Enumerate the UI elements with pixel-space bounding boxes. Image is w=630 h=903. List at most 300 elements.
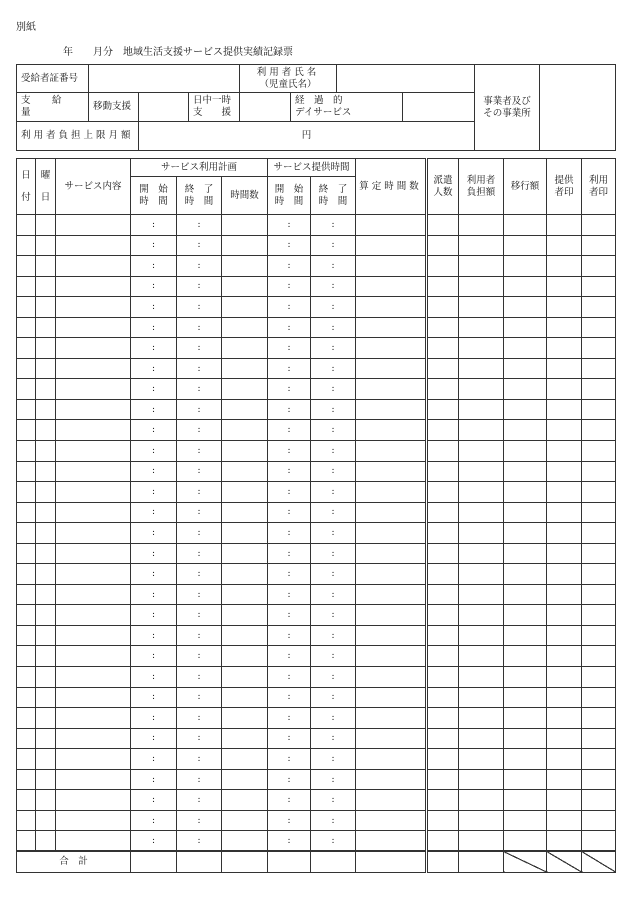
time-cell[interactable]: [131, 584, 177, 605]
table-cell[interactable]: [56, 379, 131, 400]
table-cell[interactable]: [17, 667, 36, 688]
burden-limit-field[interactable]: [139, 122, 475, 151]
table-cell[interactable]: [56, 687, 131, 708]
table-cell[interactable]: [222, 646, 268, 667]
time-cell[interactable]: [131, 482, 177, 503]
table-cell[interactable]: [427, 810, 459, 831]
time-cell[interactable]: [268, 584, 311, 605]
time-cell[interactable]: [268, 605, 311, 626]
table-cell[interactable]: [582, 646, 616, 667]
table-cell[interactable]: [222, 215, 268, 236]
table-cell[interactable]: [427, 297, 459, 318]
table-cell[interactable]: [356, 646, 427, 667]
total-cell[interactable]: [311, 851, 356, 872]
time-cell[interactable]: [311, 482, 356, 503]
table-cell[interactable]: [36, 831, 56, 852]
time-cell[interactable]: [131, 235, 177, 256]
table-cell[interactable]: [547, 749, 582, 770]
time-cell[interactable]: [177, 317, 222, 338]
table-cell[interactable]: [547, 256, 582, 277]
table-cell[interactable]: [56, 338, 131, 359]
table-cell[interactable]: [17, 399, 36, 420]
daytime-support-field[interactable]: [240, 93, 291, 122]
table-cell[interactable]: [504, 728, 547, 749]
time-cell[interactable]: [311, 728, 356, 749]
table-cell[interactable]: [56, 461, 131, 482]
table-cell[interactable]: [547, 584, 582, 605]
table-cell[interactable]: [222, 749, 268, 770]
table-cell[interactable]: [547, 625, 582, 646]
table-cell[interactable]: [56, 708, 131, 729]
table-cell[interactable]: [36, 482, 56, 503]
table-cell[interactable]: [17, 728, 36, 749]
time-cell[interactable]: [177, 379, 222, 400]
table-cell[interactable]: [356, 297, 427, 318]
time-cell[interactable]: [268, 420, 311, 441]
time-cell[interactable]: [131, 667, 177, 688]
table-cell[interactable]: [427, 625, 459, 646]
table-cell[interactable]: [504, 338, 547, 359]
table-cell[interactable]: [56, 625, 131, 646]
time-cell[interactable]: [177, 235, 222, 256]
time-cell[interactable]: [311, 687, 356, 708]
table-cell[interactable]: [36, 256, 56, 277]
table-cell[interactable]: [504, 358, 547, 379]
table-cell[interactable]: [222, 687, 268, 708]
table-cell[interactable]: [582, 358, 616, 379]
time-cell[interactable]: [131, 769, 177, 790]
table-cell[interactable]: [459, 256, 504, 277]
table-cell[interactable]: [356, 708, 427, 729]
table-cell[interactable]: [582, 215, 616, 236]
table-cell[interactable]: [222, 482, 268, 503]
table-cell[interactable]: [36, 420, 56, 441]
time-cell[interactable]: [311, 708, 356, 729]
time-cell[interactable]: [311, 584, 356, 605]
table-cell[interactable]: [56, 749, 131, 770]
table-cell[interactable]: [459, 379, 504, 400]
table-cell[interactable]: [582, 790, 616, 811]
table-cell[interactable]: [427, 256, 459, 277]
time-cell[interactable]: [177, 399, 222, 420]
table-cell[interactable]: [17, 810, 36, 831]
table-cell[interactable]: [356, 584, 427, 605]
time-cell[interactable]: [268, 297, 311, 318]
time-cell[interactable]: [131, 523, 177, 544]
table-cell[interactable]: [222, 667, 268, 688]
table-cell[interactable]: [17, 215, 36, 236]
table-cell[interactable]: [222, 523, 268, 544]
table-cell[interactable]: [547, 441, 582, 462]
time-cell[interactable]: [268, 399, 311, 420]
time-cell[interactable]: [131, 461, 177, 482]
time-cell[interactable]: [131, 256, 177, 277]
table-cell[interactable]: [547, 420, 582, 441]
table-cell[interactable]: [459, 605, 504, 626]
table-cell[interactable]: [459, 441, 504, 462]
table-cell[interactable]: [222, 708, 268, 729]
table-cell[interactable]: [356, 502, 427, 523]
table-cell[interactable]: [17, 543, 36, 564]
time-cell[interactable]: [177, 523, 222, 544]
table-cell[interactable]: [582, 810, 616, 831]
time-cell[interactable]: [131, 297, 177, 318]
table-cell[interactable]: [504, 769, 547, 790]
table-cell[interactable]: [56, 215, 131, 236]
table-cell[interactable]: [427, 790, 459, 811]
table-cell[interactable]: [547, 667, 582, 688]
table-cell[interactable]: [36, 399, 56, 420]
table-cell[interactable]: [17, 646, 36, 667]
time-cell[interactable]: [177, 420, 222, 441]
table-cell[interactable]: [356, 790, 427, 811]
table-cell[interactable]: [36, 605, 56, 626]
table-cell[interactable]: [222, 584, 268, 605]
table-cell[interactable]: [36, 502, 56, 523]
table-cell[interactable]: [222, 810, 268, 831]
table-cell[interactable]: [427, 482, 459, 503]
time-cell[interactable]: [131, 810, 177, 831]
table-cell[interactable]: [547, 810, 582, 831]
table-cell[interactable]: [222, 399, 268, 420]
time-cell[interactable]: [268, 831, 311, 852]
table-cell[interactable]: [459, 667, 504, 688]
table-cell[interactable]: [222, 235, 268, 256]
table-cell[interactable]: [56, 769, 131, 790]
table-cell[interactable]: [427, 584, 459, 605]
table-cell[interactable]: [356, 461, 427, 482]
time-cell[interactable]: [268, 790, 311, 811]
table-cell[interactable]: [36, 625, 56, 646]
table-cell[interactable]: [582, 379, 616, 400]
table-cell[interactable]: [427, 461, 459, 482]
time-cell[interactable]: [268, 523, 311, 544]
time-cell[interactable]: [311, 564, 356, 585]
table-cell[interactable]: [547, 708, 582, 729]
table-cell[interactable]: [504, 523, 547, 544]
time-cell[interactable]: [177, 543, 222, 564]
table-cell[interactable]: [427, 543, 459, 564]
table-cell[interactable]: [459, 276, 504, 297]
table-cell[interactable]: [547, 235, 582, 256]
table-cell[interactable]: [356, 482, 427, 503]
table-cell[interactable]: [56, 256, 131, 277]
table-cell[interactable]: [582, 667, 616, 688]
table-cell[interactable]: [17, 297, 36, 318]
time-cell[interactable]: [131, 790, 177, 811]
table-cell[interactable]: [459, 584, 504, 605]
table-cell[interactable]: [504, 420, 547, 441]
table-cell[interactable]: [222, 790, 268, 811]
time-cell[interactable]: [131, 728, 177, 749]
table-cell[interactable]: [547, 338, 582, 359]
table-cell[interactable]: [459, 728, 504, 749]
table-cell[interactable]: [547, 215, 582, 236]
time-cell[interactable]: [177, 646, 222, 667]
time-cell[interactable]: [268, 215, 311, 236]
table-cell[interactable]: [582, 461, 616, 482]
table-cell[interactable]: [36, 667, 56, 688]
time-cell[interactable]: [311, 235, 356, 256]
table-cell[interactable]: [504, 441, 547, 462]
time-cell[interactable]: [131, 749, 177, 770]
table-cell[interactable]: [547, 543, 582, 564]
table-cell[interactable]: [17, 420, 36, 441]
table-cell[interactable]: [582, 769, 616, 790]
table-cell[interactable]: [459, 399, 504, 420]
table-cell[interactable]: [459, 831, 504, 852]
time-cell[interactable]: [311, 625, 356, 646]
time-cell[interactable]: [311, 523, 356, 544]
table-cell[interactable]: [56, 297, 131, 318]
table-cell[interactable]: [17, 769, 36, 790]
table-cell[interactable]: [222, 543, 268, 564]
table-cell[interactable]: [36, 564, 56, 585]
total-cell[interactable]: [459, 851, 504, 872]
total-cell[interactable]: [131, 851, 177, 872]
table-cell[interactable]: [17, 625, 36, 646]
time-cell[interactable]: [177, 625, 222, 646]
table-cell[interactable]: [547, 399, 582, 420]
table-cell[interactable]: [427, 831, 459, 852]
table-cell[interactable]: [459, 708, 504, 729]
table-cell[interactable]: [56, 523, 131, 544]
table-cell[interactable]: [582, 256, 616, 277]
time-cell[interactable]: [268, 810, 311, 831]
table-cell[interactable]: [56, 502, 131, 523]
table-cell[interactable]: [56, 728, 131, 749]
table-cell[interactable]: [427, 399, 459, 420]
time-cell[interactable]: [311, 215, 356, 236]
table-cell[interactable]: [36, 728, 56, 749]
table-cell[interactable]: [356, 215, 427, 236]
table-cell[interactable]: [459, 317, 504, 338]
time-cell[interactable]: [177, 769, 222, 790]
table-cell[interactable]: [547, 687, 582, 708]
time-cell[interactable]: [311, 769, 356, 790]
table-cell[interactable]: [459, 769, 504, 790]
time-cell[interactable]: [131, 646, 177, 667]
table-cell[interactable]: [56, 420, 131, 441]
time-cell[interactable]: [311, 646, 356, 667]
table-cell[interactable]: [222, 605, 268, 626]
table-cell[interactable]: [356, 276, 427, 297]
time-cell[interactable]: [177, 667, 222, 688]
time-cell[interactable]: [177, 461, 222, 482]
table-cell[interactable]: [222, 256, 268, 277]
table-cell[interactable]: [504, 399, 547, 420]
table-cell[interactable]: [36, 523, 56, 544]
table-cell[interactable]: [582, 564, 616, 585]
table-cell[interactable]: [504, 605, 547, 626]
table-cell[interactable]: [582, 502, 616, 523]
table-cell[interactable]: [547, 297, 582, 318]
table-cell[interactable]: [582, 235, 616, 256]
time-cell[interactable]: [177, 584, 222, 605]
table-cell[interactable]: [17, 687, 36, 708]
time-cell[interactable]: [268, 441, 311, 462]
time-cell[interactable]: [311, 790, 356, 811]
table-cell[interactable]: [356, 338, 427, 359]
table-cell[interactable]: [356, 543, 427, 564]
time-cell[interactable]: [268, 543, 311, 564]
time-cell[interactable]: [268, 317, 311, 338]
table-cell[interactable]: [17, 338, 36, 359]
time-cell[interactable]: [268, 564, 311, 585]
table-cell[interactable]: [459, 625, 504, 646]
table-cell[interactable]: [427, 502, 459, 523]
table-cell[interactable]: [459, 523, 504, 544]
table-cell[interactable]: [56, 399, 131, 420]
table-cell[interactable]: [547, 728, 582, 749]
table-cell[interactable]: [459, 482, 504, 503]
recipient-number-field[interactable]: [89, 65, 240, 93]
table-cell[interactable]: [356, 831, 427, 852]
time-cell[interactable]: [131, 276, 177, 297]
table-cell[interactable]: [504, 708, 547, 729]
table-cell[interactable]: [17, 584, 36, 605]
time-cell[interactable]: [177, 708, 222, 729]
time-cell[interactable]: [268, 276, 311, 297]
table-cell[interactable]: [547, 379, 582, 400]
table-cell[interactable]: [427, 215, 459, 236]
table-cell[interactable]: [36, 769, 56, 790]
table-cell[interactable]: [459, 358, 504, 379]
table-cell[interactable]: [547, 276, 582, 297]
table-cell[interactable]: [582, 297, 616, 318]
table-cell[interactable]: [36, 810, 56, 831]
time-cell[interactable]: [311, 399, 356, 420]
time-cell[interactable]: [131, 625, 177, 646]
table-cell[interactable]: [17, 379, 36, 400]
time-cell[interactable]: [268, 235, 311, 256]
table-cell[interactable]: [17, 749, 36, 770]
table-cell[interactable]: [504, 625, 547, 646]
time-cell[interactable]: [177, 297, 222, 318]
time-cell[interactable]: [268, 687, 311, 708]
time-cell[interactable]: [177, 482, 222, 503]
time-cell[interactable]: [268, 708, 311, 729]
table-cell[interactable]: [582, 687, 616, 708]
table-cell[interactable]: [459, 564, 504, 585]
time-cell[interactable]: [131, 831, 177, 852]
table-cell[interactable]: [36, 215, 56, 236]
time-cell[interactable]: [311, 441, 356, 462]
table-cell[interactable]: [356, 769, 427, 790]
time-cell[interactable]: [177, 338, 222, 359]
table-cell[interactable]: [36, 358, 56, 379]
time-cell[interactable]: [177, 605, 222, 626]
table-cell[interactable]: [582, 441, 616, 462]
time-cell[interactable]: [268, 749, 311, 770]
table-cell[interactable]: [582, 482, 616, 503]
table-cell[interactable]: [36, 790, 56, 811]
time-cell[interactable]: [268, 667, 311, 688]
time-cell[interactable]: [268, 502, 311, 523]
table-cell[interactable]: [56, 605, 131, 626]
table-cell[interactable]: [504, 297, 547, 318]
table-cell[interactable]: [459, 338, 504, 359]
table-cell[interactable]: [36, 543, 56, 564]
table-cell[interactable]: [504, 379, 547, 400]
time-cell[interactable]: [131, 338, 177, 359]
time-cell[interactable]: [131, 399, 177, 420]
table-cell[interactable]: [36, 749, 56, 770]
time-cell[interactable]: [131, 215, 177, 236]
table-cell[interactable]: [17, 708, 36, 729]
time-cell[interactable]: [268, 625, 311, 646]
table-cell[interactable]: [427, 646, 459, 667]
table-cell[interactable]: [36, 297, 56, 318]
time-cell[interactable]: [268, 646, 311, 667]
table-cell[interactable]: [582, 276, 616, 297]
time-cell[interactable]: [311, 810, 356, 831]
table-cell[interactable]: [222, 502, 268, 523]
time-cell[interactable]: [311, 667, 356, 688]
table-cell[interactable]: [17, 358, 36, 379]
time-cell[interactable]: [177, 790, 222, 811]
total-cell[interactable]: [268, 851, 311, 872]
table-cell[interactable]: [17, 790, 36, 811]
table-cell[interactable]: [222, 769, 268, 790]
table-cell[interactable]: [36, 646, 56, 667]
time-cell[interactable]: [268, 461, 311, 482]
table-cell[interactable]: [582, 749, 616, 770]
time-cell[interactable]: [311, 831, 356, 852]
table-cell[interactable]: [17, 564, 36, 585]
table-cell[interactable]: [36, 687, 56, 708]
time-cell[interactable]: [311, 358, 356, 379]
time-cell[interactable]: [311, 420, 356, 441]
table-cell[interactable]: [504, 564, 547, 585]
time-cell[interactable]: [177, 502, 222, 523]
table-cell[interactable]: [427, 769, 459, 790]
time-cell[interactable]: [311, 502, 356, 523]
table-cell[interactable]: [427, 749, 459, 770]
time-cell[interactable]: [131, 358, 177, 379]
time-cell[interactable]: [131, 379, 177, 400]
table-cell[interactable]: [459, 235, 504, 256]
table-cell[interactable]: [356, 605, 427, 626]
table-cell[interactable]: [427, 235, 459, 256]
table-cell[interactable]: [582, 728, 616, 749]
time-cell[interactable]: [311, 379, 356, 400]
time-cell[interactable]: [131, 420, 177, 441]
table-cell[interactable]: [36, 338, 56, 359]
time-cell[interactable]: [131, 564, 177, 585]
table-cell[interactable]: [547, 605, 582, 626]
time-cell[interactable]: [131, 687, 177, 708]
table-cell[interactable]: [356, 728, 427, 749]
time-cell[interactable]: [311, 461, 356, 482]
table-cell[interactable]: [56, 235, 131, 256]
table-cell[interactable]: [222, 728, 268, 749]
time-cell[interactable]: [177, 358, 222, 379]
table-cell[interactable]: [17, 461, 36, 482]
time-cell[interactable]: [311, 256, 356, 277]
table-cell[interactable]: [17, 605, 36, 626]
table-cell[interactable]: [582, 605, 616, 626]
time-cell[interactable]: [268, 379, 311, 400]
table-cell[interactable]: [17, 235, 36, 256]
transit-day-service-field[interactable]: [403, 93, 475, 122]
table-cell[interactable]: [17, 831, 36, 852]
table-cell[interactable]: [56, 317, 131, 338]
table-cell[interactable]: [547, 831, 582, 852]
time-cell[interactable]: [311, 543, 356, 564]
table-cell[interactable]: [222, 276, 268, 297]
table-cell[interactable]: [582, 338, 616, 359]
